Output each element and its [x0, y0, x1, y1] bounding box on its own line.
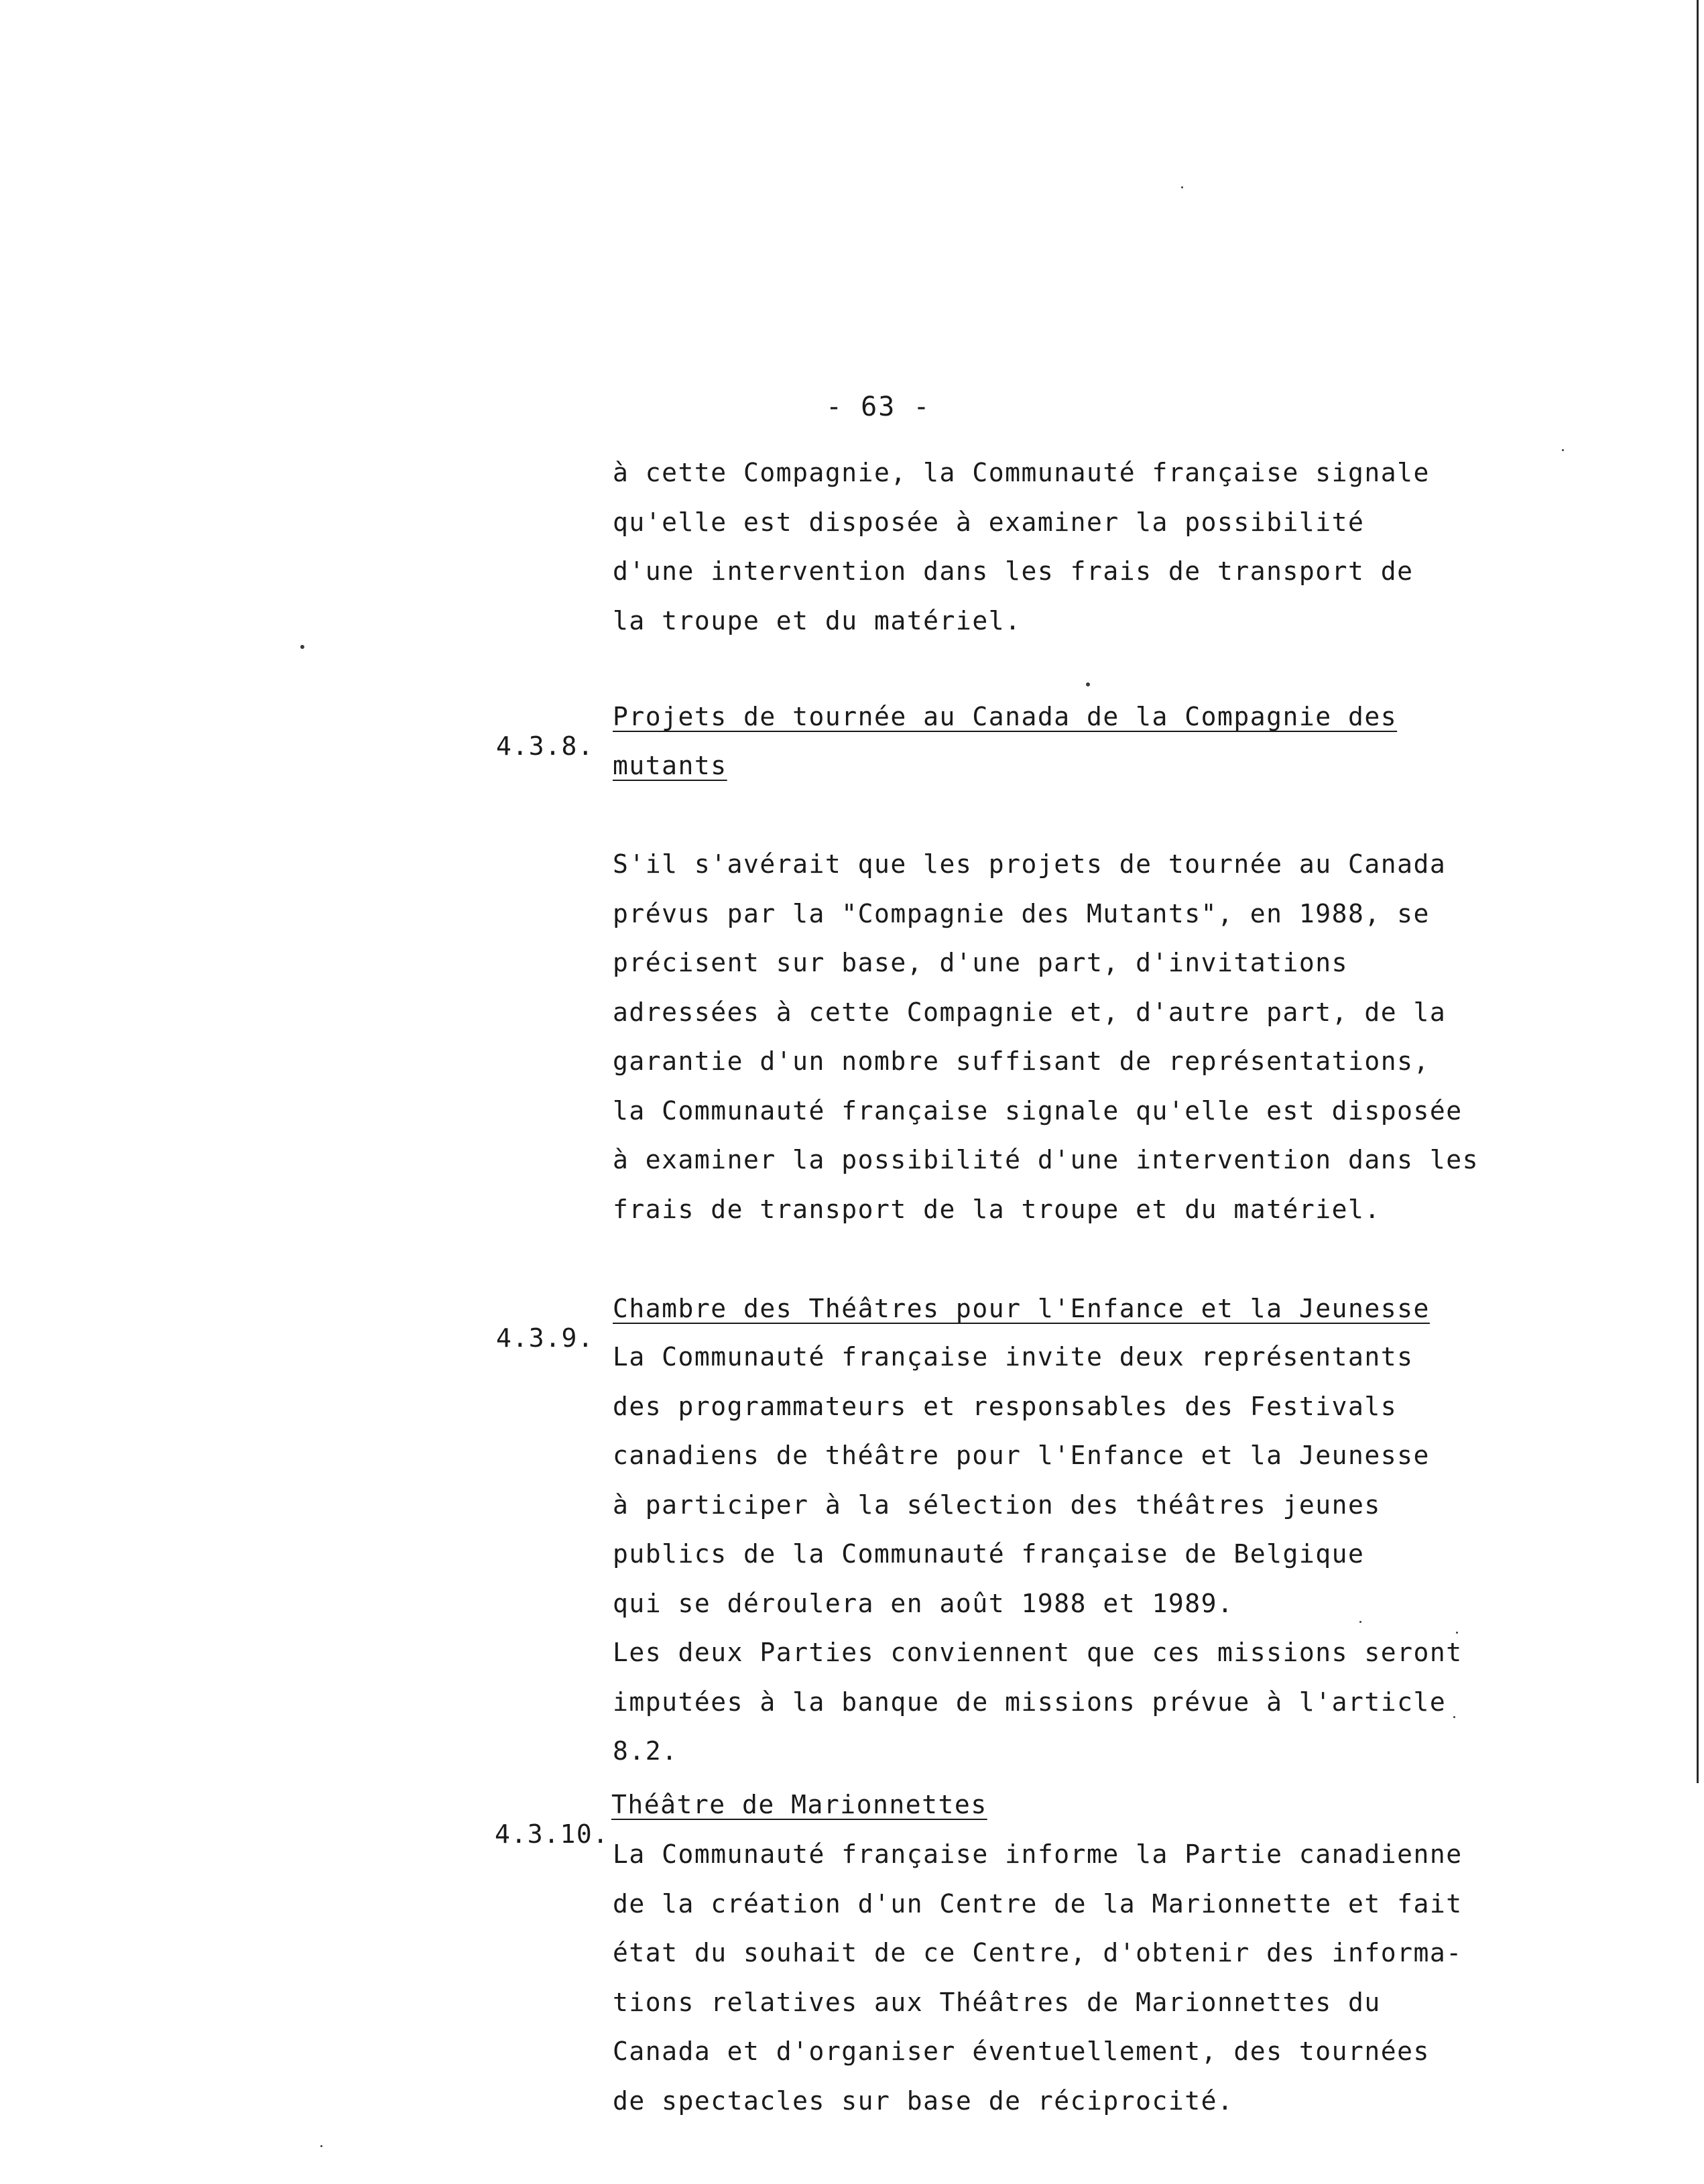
text-line: frais de transport de la troupe et du matériel.: [613, 1194, 1381, 1224]
scan-speck: [1181, 186, 1183, 188]
text-line: La Communauté française invite deux représentants: [613, 1342, 1414, 1372]
text-line: prévus par la "Compagnie des Mutants", en 1988, se: [613, 898, 1430, 928]
text-line: des programmateurs et responsables des Festivals: [613, 1391, 1398, 1421]
text-line: à examiner la possibilité d'une intervention dans les: [613, 1145, 1479, 1174]
text-line: garantie d'un nombre suffisant de représentations,: [613, 1046, 1430, 1076]
section-4-3-10-paragraph: [613, 1830, 1538, 2126]
text-line: 8.2.: [613, 1736, 678, 1766]
text-line: de spectacles sur base de réciprocité.: [613, 2085, 1234, 2116]
text-line: Canada et d'organiser éventuellement, des tournées: [613, 2037, 1430, 2066]
section-title: mutants: [613, 751, 727, 780]
text-line: Les deux Parties conviennent que ces missions seront: [613, 1638, 1463, 1667]
intro-paragraph: [613, 448, 1538, 646]
section-number: 4.3.8.: [496, 731, 595, 761]
text-line: précisent sur base, d'une part, d'invitations: [613, 948, 1349, 977]
section-title: Théâtre de Marionnettes: [611, 1790, 987, 1819]
section-4-3-9-heading: [496, 1294, 1542, 1353]
text-line: la Communauté française signale qu'elle est disposée: [613, 1095, 1463, 1126]
section-4-3-8-paragraph: [613, 840, 1538, 1234]
scan-speck: [1562, 449, 1564, 451]
text-line: qui se déroulera en août 1988 et 1989.: [613, 1588, 1234, 1618]
text-line: canadiens de théâtre pour l'Enfance et la Jeunesse: [613, 1441, 1430, 1470]
scan-edge-line: [1697, 0, 1699, 1783]
section-4-3-10-heading: [495, 1790, 1540, 1849]
section-number: 4.3.9.: [496, 1323, 595, 1353]
text-line: à participer à la sélection des théâtres jeunes: [613, 1490, 1381, 1520]
section-number: 4.3.10.: [495, 1819, 609, 1849]
text-line: tions relatives aux Théâtres de Marionnettes du: [613, 1987, 1381, 2017]
page-number: - 63 -: [826, 391, 931, 422]
section-title: Chambre des Théâtres pour l'Enfance et la Jeunesse: [613, 1294, 1430, 1323]
text-line: la troupe et du matériel.: [613, 605, 1022, 635]
text-line: de la création d'un Centre de la Marionnette et fait: [613, 1888, 1463, 1919]
text-line: La Communauté française informe la Partie canadienne: [613, 1839, 1463, 1869]
text-line: à cette Compagnie, la Communauté française signale: [613, 458, 1430, 487]
text-line: état du souhait de ce Centre, d'obtenir des informa-: [613, 1938, 1463, 1967]
section-4-3-9-paragraph: [613, 1333, 1538, 1776]
scan-speck: [300, 645, 304, 649]
section-title: Projets de tournée au Canada de la Compagnie des: [613, 702, 1398, 731]
scan-speck: [1086, 682, 1090, 686]
text-line: S'il s'avérait que les projets de tournée au Canada: [613, 849, 1447, 879]
text-line: imputées à la banque de missions prévue à l'article: [613, 1687, 1447, 1717]
text-line: d'une intervention dans les frais de transport de: [613, 556, 1414, 586]
text-line: publics de la Communauté française de Belgique: [613, 1539, 1365, 1569]
scan-speck: [320, 2145, 322, 2147]
text-line: qu'elle est disposée à examiner la possibilité: [613, 507, 1365, 537]
section-4-3-8-heading: [496, 702, 1542, 802]
text-line: adressées à cette Compagnie et, d'autre part, de la: [613, 997, 1447, 1027]
